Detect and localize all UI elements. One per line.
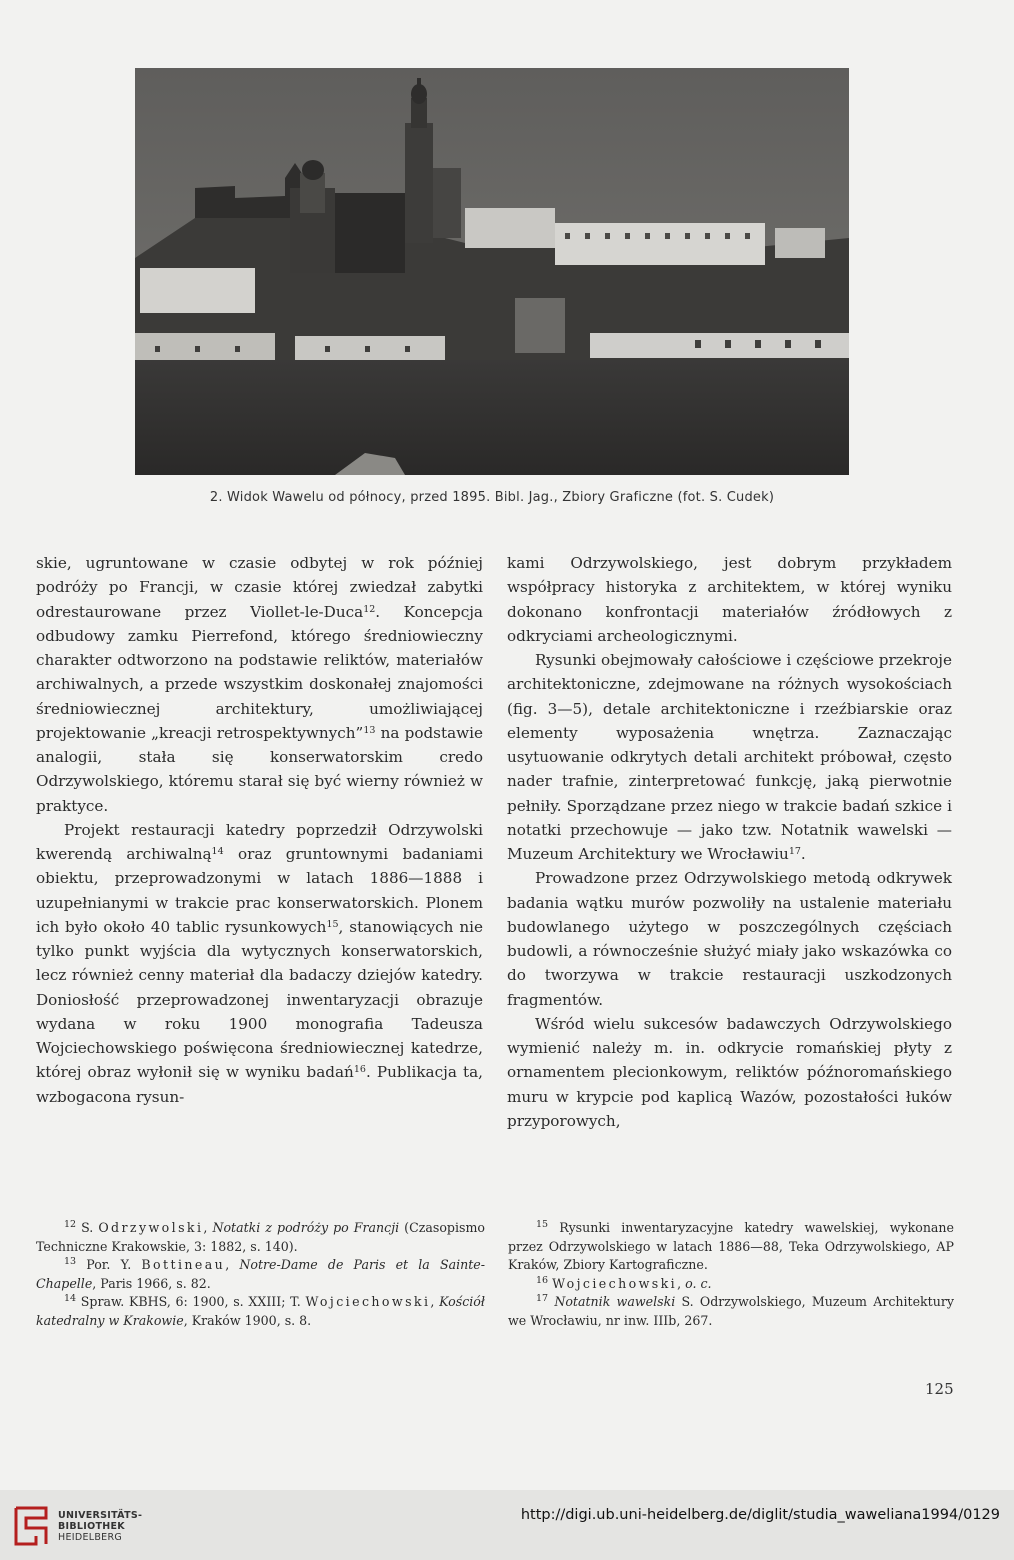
- footnote-12: $^{12}$ S. Odrzywolski, Notatki z podróży po Francji (Czasopismo Techniczne Krakowskie, 3: 1882, s. 140).: [36, 1219, 485, 1254]
- wawel-photo-illustration: [135, 68, 849, 475]
- footnote-15: $^{15}$ Rysunki inwentaryzacyjne katedry wawelskiej, wykonane przez Odrzywolskiego w latach 1886—88, Teka Odrzywolskiego, AP Kraków, Zbiory Kartograficzne.: [508, 1219, 954, 1273]
- footnote-17: $^{17}$ Notatnik wawelski S. Odrzywolskiego, Muzeum Architektury we Wrocławiu, nr inw. IIIb, 267.: [508, 1293, 954, 1328]
- body-column-right: [507, 551, 952, 1133]
- footnotes-left: [36, 1219, 485, 1331]
- paragraph: Projekt restauracji katedry poprzedził Odrzywolski kwerendą archiwalną$^{14}$ oraz gruntownymi badaniami obiektu, przeprowadzonymi w latach 1886—1888 i uzupełnianymi w trakcie prac konserwatorskich. Plonem ich było około 40 tablic rysunkowych$^{15}$, stanowiących nie tylko punkt wyjścia dla wytycznych konserwatorskich, lecz również cenny materiał dla badaczy dziejów katedry. Doniosłość przeprowadzonej inwentaryzacji obrazuje wydana w roku 1900 monografia Tadeusza Wojciechowskiego poświęcona średniowiecznej katedrze, której obraz wyłonił się w wyniku badań$^{16}$. Publikacja ta, wzbogacona rysun-: [36, 820, 483, 1106]
- footnote-13: $^{13}$ Por. Y. Bottineau, Notre-Dame de Paris et la Sainte-Chapelle, Paris 1966, s. 82.: [36, 1256, 485, 1291]
- paragraph: skie, ugruntowane w czasie odbytej w rok później podróży po Francji, w czasie której zwiedzał zabytki odrestaurowane przez Viollet-le-Duca$^{12}$. Koncepcja odbudowy zamku Pierrefond, którego średniowieczny charakter odtworzono na podstawie reliktów, materiałów archiwalnych, a przede wszystkim doskonałej znajomości średniowiecznej architektury, umożliwiającej projektowanie „kreacji retrospektywnych”$^{13}$ na podstawie analogii, stała się konserwatorskim credo Odrzywolskiego, któremu starał się być wierny również w praktyce.: [36, 554, 483, 815]
- paragraph: Wśród wielu sukcesów badawczych Odrzywolskiego wymienić należy m. in. odkrycie romańskiej płyty z ornamentem plecionkowym, reliktów późnoromańskiego muru w krypcie pod kaplicą Wazów, pozostałości łuków przyporowych,: [507, 1014, 952, 1130]
- body-column-left: [36, 551, 483, 1109]
- footer-bar: [0, 1490, 1014, 1560]
- permalink-url[interactable]: http://digi.ub.uni-heidelberg.de/diglit/studia_waweliana1994/0129: [520, 1507, 1000, 1523]
- figure-caption: 2. Widok Wawelu od północy, przed 1895. Bibl. Jag., Zbiory Graficzne (fot. S. Cudek): [209, 490, 775, 505]
- footnotes-right: [508, 1219, 954, 1331]
- footnote-16: $^{16}$ Wojciechowski, o. c.: [536, 1274, 712, 1291]
- logo-line: BIBLIOTHEK: [58, 1521, 125, 1532]
- paragraph: Prowadzone przez Odrzywolskiego metodą odkrywek badania wątku murów pozwoliły na ustalenie materiału budowlanego użytego w poszczególnych częściach budowli, a równocześnie służyć miały jako wskazówka co do tworzywa w trakcie restauracji uszkodzonych fragmentów.: [507, 869, 952, 1009]
- paragraph: kami Odrzywolskiego, jest dobrym przykładem współpracy historyka z architektem, w której wyniku dokonano konfrontacji materiałów źródłowych z odkryciami archeologicznymi.: [507, 554, 952, 645]
- paragraph: Rysunki obejmowały całościowe i częściowe przekroje architektoniczne, zdejmowane na różnych wysokościach (fig. 3—5), detale architektoniczne i rzeźbiarskie oraz elementy wyposażenia wnętrza. Zaznaczając usytuowanie odkrytych detali architekt próbował, często nader trafnie, zinterpretować funkcję, jaką pierwotnie pełniły. Sporządzane przez niego w trakcie badań szkice i notatki przechowuje — jako tzw. Notatnik wawelski — Muzeum Architektury we Wrocławiu$^{17}$.: [507, 651, 952, 863]
- library-logo-icon[interactable]: [12, 1500, 50, 1548]
- footnote-14: $^{14}$ Spraw. KBHS, 6: 1900, s. XXIII; T. Wojciechowski, Kościół katedralny w Krakowie, Kraków 1900, s. 8.: [36, 1293, 485, 1328]
- library-logo-text[interactable]: [58, 1510, 142, 1543]
- logo-line: HEIDELBERG: [58, 1532, 123, 1543]
- logo-line: UNIVERSITÄTS-: [58, 1510, 143, 1521]
- page-number: 125: [925, 1380, 954, 1398]
- wawel-photograph: [135, 68, 849, 475]
